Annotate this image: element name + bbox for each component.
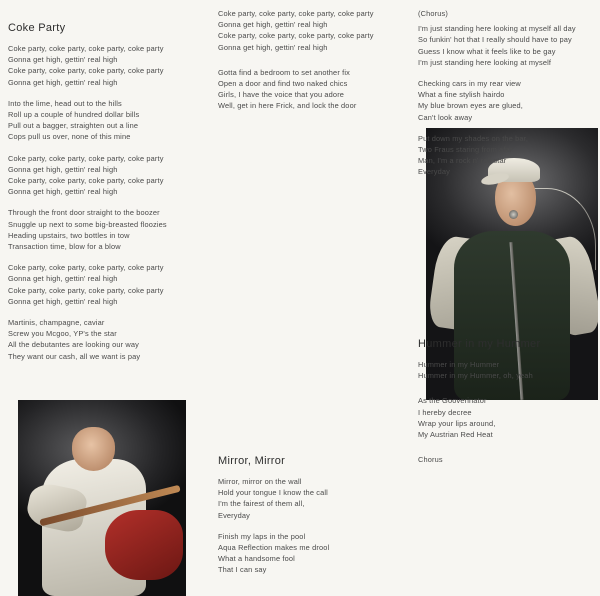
lyric-line: Put down my shades on the bar,	[418, 133, 529, 143]
lyric-line: Snuggle up next to some big-breasted floozies	[8, 219, 167, 229]
lyric-line: Coke party, coke party, coke party, coke party	[8, 285, 164, 295]
lyric-line: Pull out a bagger, straighten out a line	[8, 121, 139, 131]
lyric-line: I'm just standing here looking at myself	[418, 57, 552, 67]
lyric-stanza	[418, 133, 596, 178]
lyric-stanza	[218, 67, 404, 112]
lyric-line: Gonna get high, gettin' real high	[218, 20, 328, 30]
lyric-line: Coke party, coke party, coke party, coke party	[8, 66, 164, 76]
lyric-line: Hold your tongue I know the call	[218, 488, 328, 498]
lyric-line: Hummer in my Hummer, oh, yeah	[418, 371, 533, 381]
lyric-line: I'm just standing here looking at myself all day	[418, 24, 576, 34]
lyric-line: Heading upstairs, two bottles in tow	[8, 230, 130, 240]
lyric-line: Open a door and find two naked chics	[218, 79, 348, 89]
lyric-line: Aqua Reflection makes me drool	[218, 543, 330, 553]
guitarist-head	[72, 427, 116, 470]
lyric-line: Coke party, coke party, coke party, coke party	[8, 44, 164, 53]
lyric-line: Coke party, coke party, coke party, coke party	[8, 153, 164, 163]
chorus-label-block	[418, 454, 596, 465]
lyric-line: Two Fraus staring from afar	[418, 145, 513, 155]
lyric-line: They want our cash, all we want is pay	[8, 351, 141, 361]
lyric-line: Martinis, champagne, caviar	[8, 318, 105, 328]
lyric-line: Can't look away	[418, 112, 473, 122]
lyric-line: I'm the fairest of them all,	[218, 499, 305, 509]
right-column	[408, 0, 600, 596]
lyric-line: Gonna get high, gettin' real high	[8, 55, 118, 65]
lyric-stanza	[418, 359, 596, 381]
lyric-stanza	[218, 531, 404, 576]
lyric-line: Into the lime, head out to the hills	[8, 98, 122, 108]
lyric-line: Coke party, coke party, coke party, coke party	[218, 31, 374, 41]
chorus-label-block	[418, 8, 596, 19]
lyric-line: Gotta find a bedroom to set another fix	[218, 67, 350, 77]
lyric-line: Coke party, coke party, coke party, coke party	[8, 176, 164, 186]
left-column	[0, 0, 208, 596]
middle-column	[208, 0, 408, 596]
lyric-line: Girls, I have the voice that you adore	[218, 90, 345, 100]
lyric-line: Everyday	[218, 510, 251, 520]
lyric-line: Guess I know what it feels like to be gay	[418, 46, 556, 56]
hummer-section	[418, 338, 596, 475]
coke-party-section	[8, 22, 200, 372]
lyric-line: Screw you Mcgoo, YP's the star	[8, 329, 117, 339]
mirror-mirror-section	[218, 455, 404, 586]
lyric-stanza	[8, 43, 200, 88]
lyric-line: Cops pull us over, none of this mine	[8, 132, 131, 142]
lyric-line: Transaction time, blow for a blow	[8, 242, 121, 252]
lyric-line: Gonna get high, gettin' real high	[8, 296, 118, 306]
lyric-line: Everyday	[418, 167, 451, 177]
lyric-line: Gonna get high, gettin' real high	[8, 187, 118, 197]
lyric-line: Wrap your lips around,	[418, 418, 496, 428]
lyric-stanza	[8, 262, 200, 307]
mirror-mirror-continuation	[418, 8, 596, 188]
lyric-line: That I can say	[218, 565, 267, 575]
coke-party-continuation	[218, 8, 404, 122]
lyric-line: Through the front door straight to the boozer	[8, 208, 160, 218]
lyric-line: Hummer in my Hummer	[418, 360, 500, 369]
lyric-line: Coke party, coke party, coke party, coke party	[218, 9, 374, 18]
guitarist-photo	[18, 400, 186, 596]
lyric-line: Finish my laps in the pool	[218, 531, 306, 541]
lyric-line: My Austrian Red Heat	[418, 430, 493, 440]
lyric-line: Gonna get high, gettin' real high	[8, 164, 118, 174]
lyric-line: Well, get in here Frick, and lock the door	[218, 101, 357, 111]
lyric-stanza	[8, 317, 200, 362]
chorus-label: (Chorus)	[418, 9, 448, 18]
lyric-line: My blue brown eyes are glued,	[418, 101, 524, 111]
lyric-line: Man, I'm a rock n' roll star	[418, 156, 507, 166]
lyric-line: Mirror, mirror on the wall	[218, 477, 302, 486]
lyric-stanza	[418, 78, 596, 123]
lyric-stanza	[8, 207, 200, 252]
song-title-coke-party: Coke Party	[8, 22, 66, 34]
lyric-line: As the Gooverinator	[418, 396, 487, 406]
chorus-label: Chorus	[418, 455, 443, 465]
lyric-line: Checking cars in my rear view	[418, 79, 521, 89]
lyric-stanza	[8, 98, 200, 143]
lyric-line: All the debutantes are looking our way	[8, 340, 140, 350]
lyric-line: What a fine stylish hairdo	[418, 90, 505, 100]
lyric-line: Gonna get high, gettin' real high	[8, 274, 118, 284]
lyric-stanza	[418, 23, 596, 68]
lyric-line: Gonna get high, gettin' real high	[218, 42, 328, 52]
song-title-hummer-in-my-hummer: Hummer in my Hummer	[418, 338, 541, 350]
lyric-line: So funkin' hot that I really should have to pay	[418, 35, 572, 45]
lyric-line: I hereby decree	[418, 407, 472, 417]
lyric-stanza	[218, 476, 404, 521]
lyric-line: What a handsome fool	[218, 554, 295, 564]
lyric-line: Gonna get high, gettin' real high	[8, 77, 118, 87]
lyric-line: Coke party, coke party, coke party, coke party	[8, 263, 164, 273]
lyric-line: Roll up a couple of hundred dollar bills	[8, 110, 140, 120]
lyric-stanza	[8, 153, 200, 198]
guitar-body-shape	[105, 510, 182, 581]
lyric-stanza	[218, 8, 404, 53]
song-title-mirror-mirror: Mirror, Mirror	[218, 455, 286, 467]
lyric-stanza	[418, 395, 596, 440]
